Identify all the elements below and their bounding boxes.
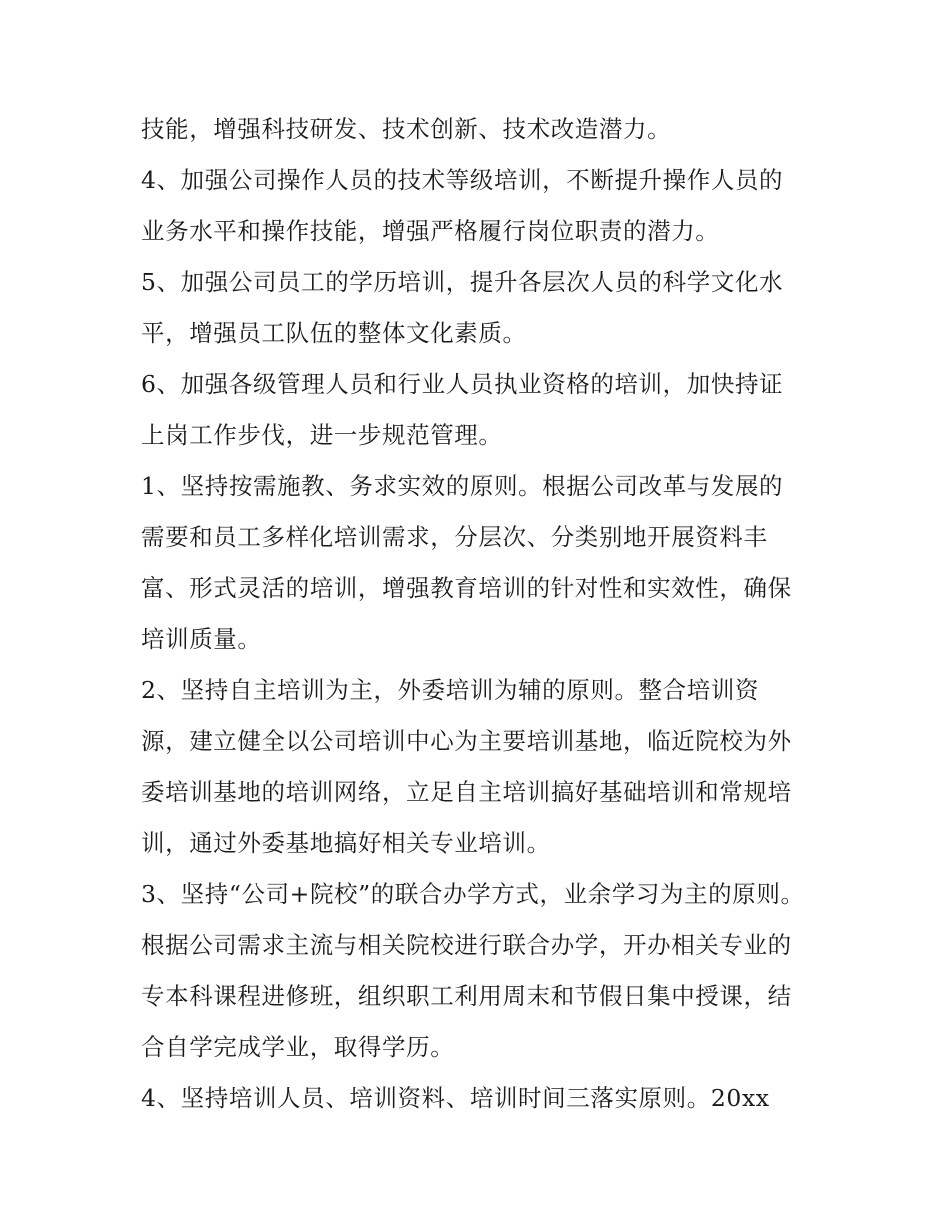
text-line: 4、加强公司操作人员的技术等级培训，不断提升操作人员的 [141, 166, 784, 194]
text-line: 平，增强员工队伍的整体文化素质。 [141, 319, 527, 347]
text-line: 合自学完成学业，取得学历。 [141, 1033, 455, 1061]
text-line: 3、坚持“公司+院校”的联合办学方式，业余学习为主的原则。 [141, 880, 805, 908]
text-line: 5、加强公司员工的学历培训，提升各层次人员的科学文化水 [141, 268, 784, 296]
text-line: 4、坚持培训人员、培训资料、培训时间三落实原则。20xx [141, 1084, 770, 1112]
document-body [141, 104, 821, 1124]
text-line: 委培训基地的培训网络，立足自主培训搞好基础培训和常规培 [141, 778, 792, 806]
text-line: 训，通过外委基地搞好相关专业培训。 [141, 829, 551, 857]
text-line: 2、坚持自主培训为主，外委培训为辅的原则。整合培训资 [141, 676, 760, 704]
text-line: 6、加强各级管理人员和行业人员执业资格的培训，加快持证 [141, 370, 784, 398]
text-line: 专本科课程进修班，组织职工利用周末和节假日集中授课，结 [141, 982, 792, 1010]
text-line: 上岗工作步伐，进一步规范管理。 [141, 421, 503, 449]
text-line: 需要和员工多样化培训需求，分层次、分类别地开展资料丰 [141, 523, 768, 551]
text-line: 富、形式灵活的培训，增强教育培训的针对性和实效性，确保 [141, 574, 792, 602]
text-line: 技能，增强科技研发、技术创新、技术改造潜力。 [141, 115, 672, 143]
text-line: 根据公司需求主流与相关院校进行联合办学，开办相关专业的 [141, 931, 792, 959]
text-line: 源，建立健全以公司培训中心为主要培训基地，临近院校为外 [141, 727, 792, 755]
text-line: 1、坚持按需施教、务求实效的原则。根据公司改革与发展的 [141, 472, 784, 500]
text-line: 业务水平和操作技能，增强严格履行岗位职责的潜力。 [141, 217, 720, 245]
text-line: 培训质量。 [141, 625, 262, 653]
